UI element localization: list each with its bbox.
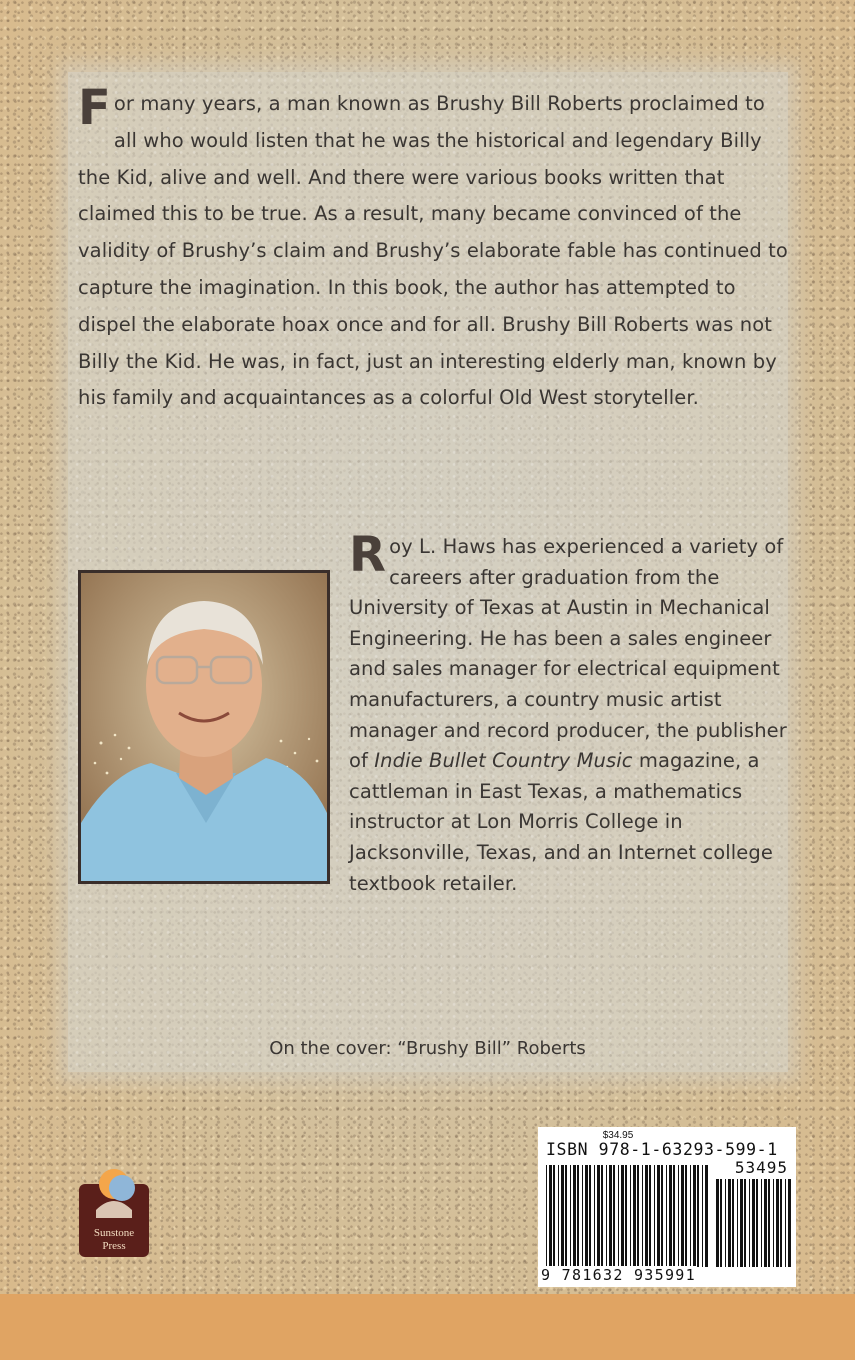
barcode-bar (716, 1179, 719, 1267)
barcode-bar (705, 1165, 708, 1267)
barcode-bar (609, 1165, 612, 1267)
barcode-bar (780, 1179, 782, 1267)
barcode-bar (565, 1165, 567, 1267)
barcode-bar (788, 1179, 791, 1267)
bio-text-start: oy L. Haws has experienced a variety of careers after graduation from the University of Texas at Austin in Mechanical Engineering. He has been a sales engineer and sales manager for electrical equipment manufacturers, a country music artist manager and record producer, the publisher of (349, 535, 787, 773)
barcode-bar (702, 1165, 703, 1267)
sunstone-logo-icon (78, 1162, 150, 1258)
barcode-bar (690, 1165, 691, 1267)
barcode-bar (630, 1165, 631, 1267)
barcode-bar (678, 1165, 679, 1267)
barcode-bar (693, 1165, 696, 1267)
barcode-bar (558, 1165, 559, 1267)
barcode-bar (573, 1165, 576, 1267)
logo-line2: Press (102, 1240, 126, 1252)
barcode-bar (776, 1179, 779, 1267)
barcode-bar (633, 1165, 636, 1267)
barcode-bar (720, 1179, 722, 1267)
price-label: $34.95 (602, 1130, 634, 1141)
barcode-bar (601, 1165, 603, 1267)
barcode-bar (637, 1165, 639, 1267)
barcode-bar (654, 1165, 655, 1267)
barcode-bar (669, 1165, 672, 1267)
bottom-band (0, 1294, 855, 1360)
barcode-bar (597, 1165, 600, 1267)
barcode-bar (582, 1165, 583, 1267)
barcode-bar (685, 1165, 687, 1267)
intro-text: or many years, a man known as Brushy Bill Roberts proclaimed to all who would listen that he was the historical and legendary Billy the Kid, alive and well. And there were various books written that claimed this to be true. As a result, many became convinced of the validity of Brushy’s claim and Brushy’s elaborate fable has continued to capture the imagination. In this book, the author has attempted to dispel the elaborate hoax once and for all. Brushy Bill Roberts was not Billy the Kid. He was, in fact, just an interesting elderly man, known by his family and acquaintances as a colorful Old West storyteller. (78, 92, 788, 410)
barcode-bar (697, 1165, 699, 1267)
barcode-bar (773, 1179, 774, 1267)
barcode-bar (681, 1165, 684, 1267)
barcode-bar (645, 1165, 648, 1267)
intro-dropcap: F (78, 80, 111, 136)
cover-caption: On the cover: “Brushy Bill” Roberts (269, 1038, 586, 1059)
barcode-bar (761, 1179, 762, 1267)
barcode-bar (570, 1165, 571, 1267)
bio-text-end: magazine, a cattleman in East Texas, a mathematics instructor at Lon Morris College in Jacksonville, Texas, and an Internet college textbook retailer. (349, 749, 773, 895)
barcode-bar (613, 1165, 615, 1267)
intro-paragraph (78, 80, 788, 417)
barcode-bar (661, 1165, 663, 1267)
isbn-label: ISBN 978-1-63293-599-1 (546, 1140, 778, 1159)
barcode-bar (737, 1179, 738, 1267)
barcode-bar (728, 1179, 731, 1267)
barcode-bar (553, 1165, 555, 1267)
isbn-barcode (538, 1127, 796, 1287)
barcode-bar (744, 1179, 746, 1267)
ean-number: 9 781632 935991 (541, 1266, 696, 1284)
barcode-bar (756, 1179, 758, 1267)
barcode-bar (589, 1165, 591, 1267)
barcode-bar (594, 1165, 595, 1267)
barcode-bar (618, 1165, 619, 1267)
barcode-bar (764, 1179, 767, 1267)
barcode-bar (725, 1179, 726, 1267)
logo-line1: Sunstone (93, 1227, 135, 1239)
barcode-bar (606, 1165, 607, 1267)
author-portrait-image (81, 573, 327, 881)
bio-dropcap: R (349, 527, 387, 583)
barcode-bar (732, 1179, 734, 1267)
barcode-bar (740, 1179, 743, 1267)
barcode-bar (657, 1165, 660, 1267)
barcode-bar (561, 1165, 564, 1267)
barcode-bar (546, 1165, 547, 1267)
barcode-bar (621, 1165, 624, 1267)
barcode-bar (649, 1165, 651, 1267)
barcode-bar (577, 1165, 579, 1267)
barcode-bar (785, 1179, 786, 1267)
barcode-bar (642, 1165, 643, 1267)
barcode-bar (666, 1165, 667, 1267)
barcode-bar (752, 1179, 755, 1267)
barcode-bar (673, 1165, 675, 1267)
barcode-bar (549, 1165, 552, 1267)
magazine-title: Indie Bullet Country Music (374, 749, 633, 773)
addon-code: 53495 (734, 1158, 788, 1177)
author-photo (78, 570, 330, 884)
barcode-bar (625, 1165, 627, 1267)
author-bio (349, 527, 789, 899)
sunstone-press-logo (78, 1162, 150, 1258)
barcode-bar (768, 1179, 770, 1267)
barcode-bar (749, 1179, 750, 1267)
barcode-bar (585, 1165, 588, 1267)
